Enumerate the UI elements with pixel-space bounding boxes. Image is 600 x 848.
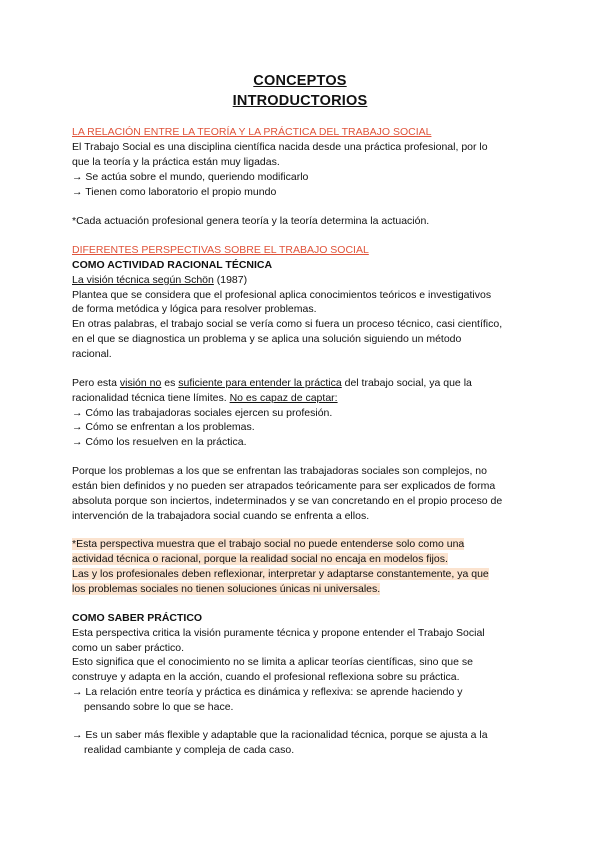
paragraph-line: El Trabajo Social es una disciplina científica nacida desde una práctica profesional, por lo xyxy=(72,141,488,153)
highlighted-note-line xyxy=(72,538,464,551)
highlight: *Esta perspectiva muestra que el trabajo social no puede entenderse solo como una xyxy=(72,538,465,550)
schon-year: (1987) xyxy=(213,274,248,286)
paragraph-line: de forma metódica y lógica para resolver problemas. xyxy=(72,303,317,315)
text-run: Pero esta xyxy=(72,377,120,389)
paragraph-line: Plantea que se considera que el profesional aplica conocimientos teóricos e investigativos xyxy=(72,289,492,301)
underlined-run: suficiente para entender la práctica xyxy=(178,377,342,389)
bullet-item: → Cómo las trabajadoras sociales ejercen su profesión. xyxy=(72,407,333,419)
paragraph-line: Esta perspectiva critica la visión puramente técnica y propone entender el Trabajo Social xyxy=(72,627,485,639)
bullet-continuation: pensando sobre lo que se hace. xyxy=(84,701,234,713)
paragraph-line: construye y adapta en la acción, cuando el profesional reflexiona sobre su práctica. xyxy=(72,671,460,683)
highlight: los problemas sociales no tienen soluciones únicas ni universales. xyxy=(72,583,381,595)
highlighted-note-line xyxy=(72,568,489,581)
bullet-continuation: realidad cambiante y compleja de cada caso. xyxy=(84,744,295,756)
highlighted-note-line xyxy=(72,583,380,596)
text-run: racionalidad técnica tiene límites. xyxy=(72,392,230,404)
page-title-line1: CONCEPTOS xyxy=(253,73,347,89)
paragraph-line xyxy=(72,377,472,390)
subheading-racional-tecnica: COMO ACTIVIDAD RACIONAL TÉCNICA xyxy=(72,259,273,271)
underlined-run: visión no xyxy=(119,377,162,389)
section-heading-relacion: LA RELACIÓN ENTRE LA TEORÍA Y LA PRÁCTICA DEL TRABAJO SOCIAL xyxy=(72,126,432,138)
schon-reference xyxy=(72,274,247,287)
paragraph-line: Porque los problemas a los que se enfrentan las trabajadoras sociales son complejos, no xyxy=(72,465,487,477)
page-title-line2: INTRODUCTORIOS xyxy=(232,93,368,109)
paragraph-line: que la teoría y la práctica están muy ligadas. xyxy=(72,156,280,168)
highlight: Las y los profesionales deben reflexionar, interpretar y adaptarse constantemente, ya que xyxy=(72,568,489,580)
bullet-item: → La relación entre teoría y práctica es dinámica y reflexiva: se aprende haciendo y xyxy=(72,686,463,698)
paragraph-line: Esto significa que el conocimiento no se limita a aplicar teorías científicas, sino que se xyxy=(72,656,473,668)
paragraph-line: están bien definidos y no pueden ser atrapados teóricamente para ser explicados de forma xyxy=(72,480,496,492)
paragraph-line: como un saber práctico. xyxy=(72,642,185,654)
paragraph-line: en el que se diagnostica un problema y se aplica una solución siguiendo un método xyxy=(72,333,462,345)
text-run: es xyxy=(161,377,179,389)
schon-link-text: La visión técnica según Schön xyxy=(72,274,214,286)
paragraph-line: absoluta porque son inciertos, indeterminados y se van concretando en el propio proceso de xyxy=(72,495,503,507)
section-heading-perspectivas: DIFERENTES PERSPECTIVAS SOBRE EL TRABAJO SOCIAL xyxy=(72,244,369,256)
bullet-item: → Es un saber más flexible y adaptable que la racionalidad técnica, porque se ajusta a la xyxy=(72,729,488,741)
underlined-run: No es capaz de captar: xyxy=(229,392,338,404)
bullet-item: → Cómo se enfrentan a los problemas. xyxy=(72,421,255,433)
highlight: actividad técnica o racional, porque la realidad social no encaja en modelos fijos. xyxy=(72,553,448,565)
text-run: del trabajo social, ya que la xyxy=(341,377,472,389)
subheading-saber-practico: COMO SABER PRÁCTICO xyxy=(72,612,203,624)
note-line: *Cada actuación profesional genera teoría y la teoría determina la actuación. xyxy=(72,215,430,227)
highlighted-note-line xyxy=(72,553,448,566)
paragraph-line: racional. xyxy=(72,348,112,360)
paragraph-line: intervención de la trabajadora social cuando se enfrenta a ellos. xyxy=(72,510,370,522)
bullet-item: → Se actúa sobre el mundo, queriendo modificarlo xyxy=(72,171,309,183)
bullet-item: → Tienen como laboratorio el propio mundo xyxy=(72,186,277,198)
bullet-item: → Cómo los resuelven en la práctica. xyxy=(72,436,247,448)
paragraph-line xyxy=(72,392,338,405)
paragraph-line: En otras palabras, el trabajo social se vería como si fuera un proceso técnico, casi científico, xyxy=(72,318,503,330)
